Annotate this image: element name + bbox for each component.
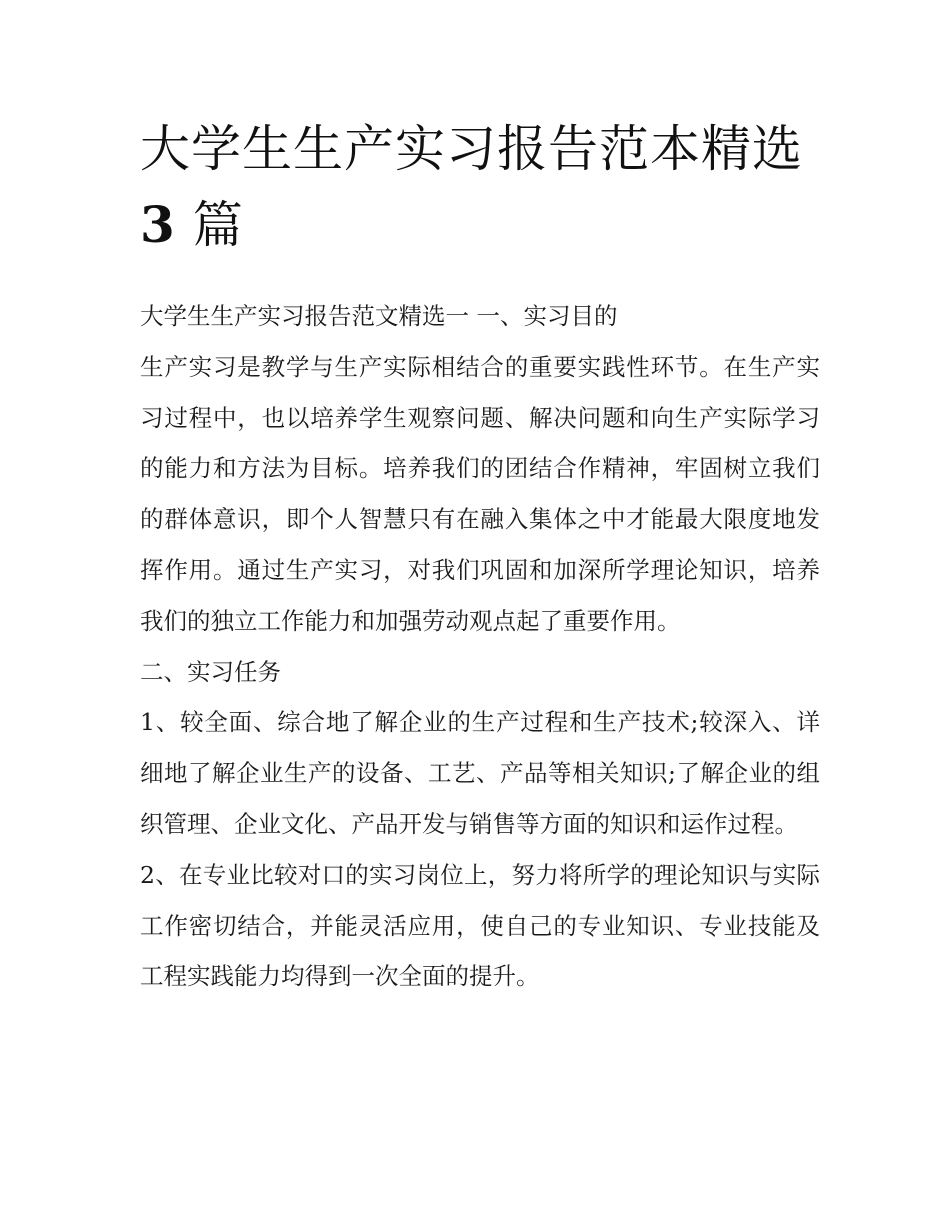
document-page (140, 112, 820, 1002)
paragraph-heading-purpose: 大学生生产实习报告范文精选一 一、实习目的 (140, 302, 618, 330)
document-body (140, 291, 820, 1002)
paragraph-purpose: 生产实习是教学与生产实际相结合的重要实践性环节。在生产实习过程中，也以培养学生观察问题、解决问题和向生产实际学习的能力和方法为目标。培养我们的团结合作精神，牢固树立我们的群体意识，即个人智慧只有在融入集体之中才能最大限度地发挥作用。通过生产实习，对我们巩固和加深所学理论知识，培养我们的独立工作能力和加强劳动观点起了重要作用。 (140, 352, 820, 635)
paragraph-task-1: 1、较全面、综合地了解企业的生产过程和生产技术;较深入、详细地了解企业生产的设备、工艺、产品等相关知识;了解企业的组织管理、企业文化、产品开发与销售等方面的知识和运作过程。 (140, 708, 820, 838)
document-title (140, 112, 820, 263)
title-line-1: 大学生生产实习报告范本精选 (140, 120, 803, 178)
title-tail: 篇 (192, 196, 244, 254)
title-number: 3 (140, 195, 176, 254)
paragraph-task-2: 2、在专业比较对口的实习岗位上，努力将所学的理论知识与实际工作密切结合，并能灵活应用，使自己的专业知识、专业技能及工程实践能力均得到一次全面的提升。 (140, 860, 820, 991)
paragraph-heading-tasks: 二、实习任务 (140, 657, 281, 686)
